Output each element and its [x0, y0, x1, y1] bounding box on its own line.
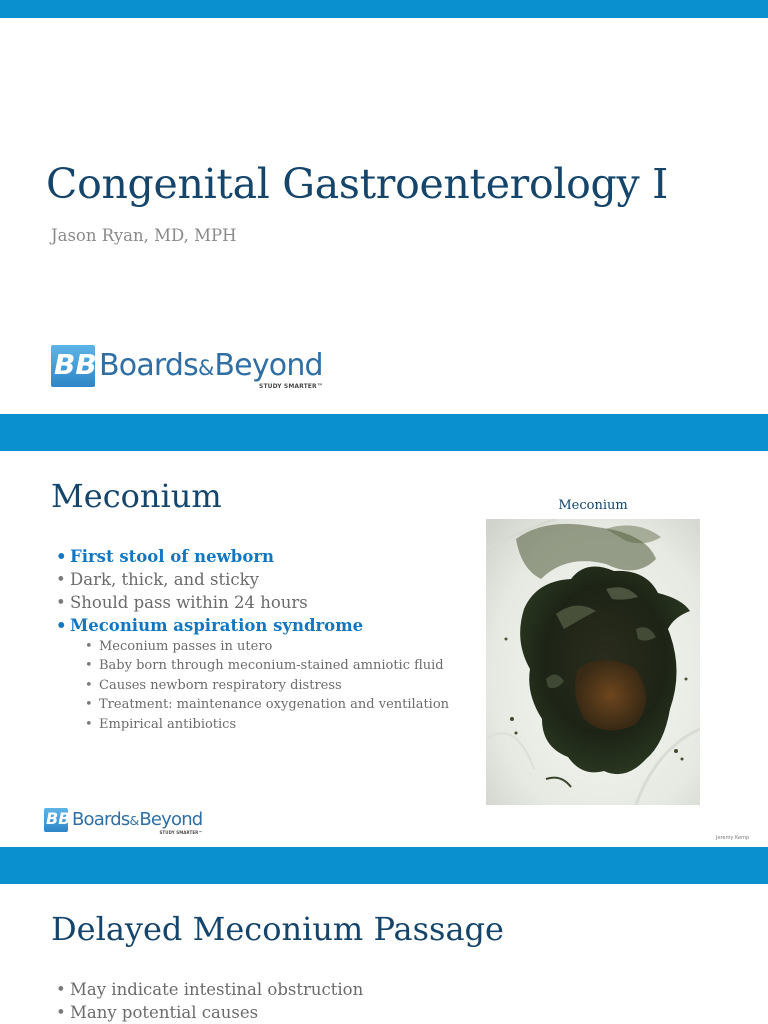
boards-beyond-logo	[44, 808, 203, 835]
logo-tagline: STUDY SMARTER™	[159, 830, 203, 835]
sub-bullet-item: • Baby born through meconium-stained amniotic fluid	[51, 656, 449, 675]
image-caption: Meconium	[558, 498, 628, 513]
logo-tagline: STUDY SMARTER™	[259, 383, 323, 390]
sub-bullet-item: • Causes newborn respiratory distress	[51, 676, 449, 695]
boards-beyond-logo	[51, 345, 323, 390]
presentation-title: Congenital Gastroenterology I	[46, 160, 668, 208]
logo-wordmark: Boards&Beyond	[99, 348, 323, 383]
bullet-item: • First stool of newborn	[51, 545, 449, 568]
slide-title: Meconium	[51, 477, 222, 515]
sub-bullet-item: • Empirical antibiotics	[51, 715, 449, 734]
bullet-list	[51, 978, 363, 1024]
bullet-list	[51, 545, 449, 734]
slide-top-bar	[0, 0, 768, 18]
bullet-item: • Meconium aspiration syndrome	[51, 614, 449, 637]
bullet-item: • Dark, thick, and sticky	[51, 568, 449, 591]
logo-wordmark: Boards&Beyond	[72, 809, 203, 830]
slide-divider-1	[0, 414, 768, 451]
logo-mark-icon: BB	[51, 345, 95, 387]
slide-divider-2	[0, 847, 768, 884]
bullet-item: • Many potential causes	[51, 1001, 363, 1024]
meconium-photo	[486, 519, 700, 805]
bullet-item: • Should pass within 24 hours	[51, 591, 449, 614]
bullet-item: • May indicate intestinal obstruction	[51, 978, 363, 1001]
logo-mark-icon: BB	[44, 808, 68, 832]
image-credit: Jeremy Kemp	[716, 835, 750, 841]
author-name: Jason Ryan, MD, MPH	[51, 226, 237, 245]
sub-bullet-item: • Meconium passes in utero	[51, 637, 449, 656]
sub-bullet-item: • Treatment: maintenance oxygenation and ventilation	[51, 695, 449, 714]
slide-title: Delayed Meconium Passage	[51, 910, 504, 948]
